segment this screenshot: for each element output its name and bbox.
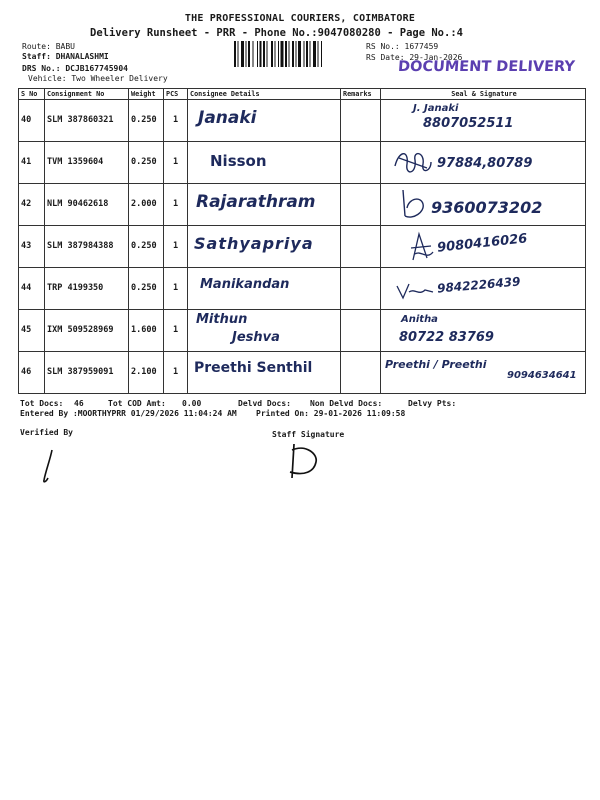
- row-pcs: 1: [172, 157, 179, 167]
- barcode-icon: [234, 41, 360, 67]
- row-sno: 46: [21, 367, 32, 377]
- row-consignment: NLM 90462618: [47, 199, 109, 209]
- delivered-docs-label: Delvd Docs:: [238, 399, 291, 408]
- table-row: [19, 100, 586, 142]
- row-pcs: 1: [172, 325, 179, 335]
- signature-scribble-icon: [391, 146, 435, 178]
- row-weight: 0.250: [131, 283, 157, 293]
- vehicle-label: Vehicle: Two Wheeler Delivery: [28, 74, 168, 83]
- delivery-points-label: Delvy Pts:: [408, 399, 457, 408]
- row-seal-phone: 80722 83769: [399, 330, 494, 345]
- signature-scribble-icon: [407, 230, 437, 264]
- row-consignee-handwritten: Janaki: [198, 108, 257, 128]
- row-seal-phone: 8807052511: [423, 116, 514, 131]
- row-consignee-handwritten-line2: Jeshva: [232, 330, 280, 345]
- runsheet-subtitle: Delivery Runsheet - PRR - Phone No.:9047080280 - Page No.:4: [90, 27, 463, 39]
- table-row: [19, 310, 586, 352]
- table-row: [19, 226, 586, 268]
- row-pcs: 1: [172, 115, 179, 125]
- signature-scribble-icon: [395, 280, 435, 302]
- row-sno: 42: [21, 199, 32, 209]
- verified-by-label: Verified By: [20, 428, 73, 437]
- total-docs-value: 46: [74, 399, 84, 408]
- drs-number: DRS No.: DCJB167745904: [22, 64, 128, 73]
- col-header-consignee: Consignee Details: [188, 89, 341, 100]
- row-sno: 40: [21, 115, 32, 125]
- signature-scribble-icon: [395, 186, 431, 222]
- row-consignee-handwritten: Manikandan: [200, 277, 290, 292]
- runsheet-table: [18, 88, 586, 394]
- col-header-pcs: PCS: [164, 89, 188, 100]
- rs-number: RS No.: 1677459: [366, 42, 439, 51]
- row-weight: 0.250: [131, 157, 157, 167]
- company-title: THE PROFESSIONAL COURIERS, COIMBATORE: [184, 13, 416, 24]
- route-label: Route: BABU: [22, 42, 75, 51]
- row-consignment: SLM 387959091: [47, 367, 114, 377]
- row-consignment: TVM 1359604: [47, 157, 104, 167]
- row-sno: 43: [21, 241, 32, 251]
- row-sno: 41: [21, 157, 32, 167]
- row-consignee-handwritten: Rajarathram: [196, 192, 316, 212]
- row-pcs: 1: [172, 241, 179, 251]
- row-consignment: IXM 509528969: [47, 325, 114, 335]
- non-delivered-docs-label: Non Delvd Docs:: [310, 399, 383, 408]
- table-row: [19, 268, 586, 310]
- row-pcs: 1: [172, 367, 179, 377]
- row-consignment: SLM 387984388: [47, 241, 114, 251]
- row-seal-name: Preethi / Preethi: [385, 358, 487, 371]
- row-consignee-handwritten: Sathyapriya: [194, 234, 314, 253]
- row-seal-phone: 9094634641: [507, 370, 577, 381]
- col-header-remarks: Remarks: [341, 89, 381, 100]
- delivery-stamp: DOCUMENT DELIVERY: [397, 59, 576, 75]
- row-seal-phone: 97884,80789: [437, 156, 533, 171]
- entered-by: Entered By :MOORTHYPRR 01/29/2026 11:04:24 AM: [20, 409, 237, 418]
- row-consignment: TRP 4199350: [47, 283, 104, 293]
- row-seal-phone: 9080416026: [436, 231, 529, 256]
- row-consignment: SLM 387860321: [47, 115, 114, 125]
- total-cod-value: 0.00: [182, 399, 202, 408]
- row-consignee-handwritten: Preethi Senthil: [194, 360, 313, 376]
- row-weight: 2.000: [131, 199, 157, 209]
- rs-date: RS Date: 29-Jan-2026: [366, 53, 463, 62]
- row-seal-name: Anitha: [401, 314, 438, 325]
- row-seal-name: J. Janaki: [413, 103, 459, 114]
- table-header-row: [19, 89, 586, 100]
- row-consignee-handwritten: Nisson: [210, 152, 267, 170]
- printed-on: Printed On: 29-01-2026 11:09:58: [256, 409, 406, 418]
- row-pcs: 1: [172, 199, 179, 209]
- row-weight: 1.600: [131, 325, 157, 335]
- table-row: [19, 184, 586, 226]
- col-header-seal-signature: Seal & Signature: [381, 89, 586, 100]
- row-sno: 45: [21, 325, 32, 335]
- row-weight: 2.100: [131, 367, 157, 377]
- row-consignee-handwritten-line1: Mithun: [196, 312, 248, 327]
- row-seal-phone: 9842226439: [436, 274, 521, 296]
- staff-label: Staff: DHANALASHMI: [22, 52, 109, 61]
- row-sno: 44: [21, 283, 32, 293]
- row-weight: 0.250: [131, 115, 157, 125]
- row-seal-phone: 9360073202: [431, 198, 543, 217]
- staff-signature-label: Staff Signature: [272, 430, 345, 439]
- col-header-consignment: Consignment No: [45, 89, 129, 100]
- row-weight: 0.250: [131, 241, 157, 251]
- col-header-weight: Weight: [129, 89, 164, 100]
- staff-signature-icon: [284, 438, 324, 484]
- table-row: [19, 352, 586, 394]
- verified-by-signature-icon: [36, 448, 60, 486]
- total-docs-label: Tot Docs:: [20, 399, 64, 408]
- table-row: [19, 142, 586, 184]
- col-header-sno: S No: [19, 89, 45, 100]
- total-cod-label: Tot COD Amt:: [108, 399, 166, 408]
- row-pcs: 1: [172, 283, 179, 293]
